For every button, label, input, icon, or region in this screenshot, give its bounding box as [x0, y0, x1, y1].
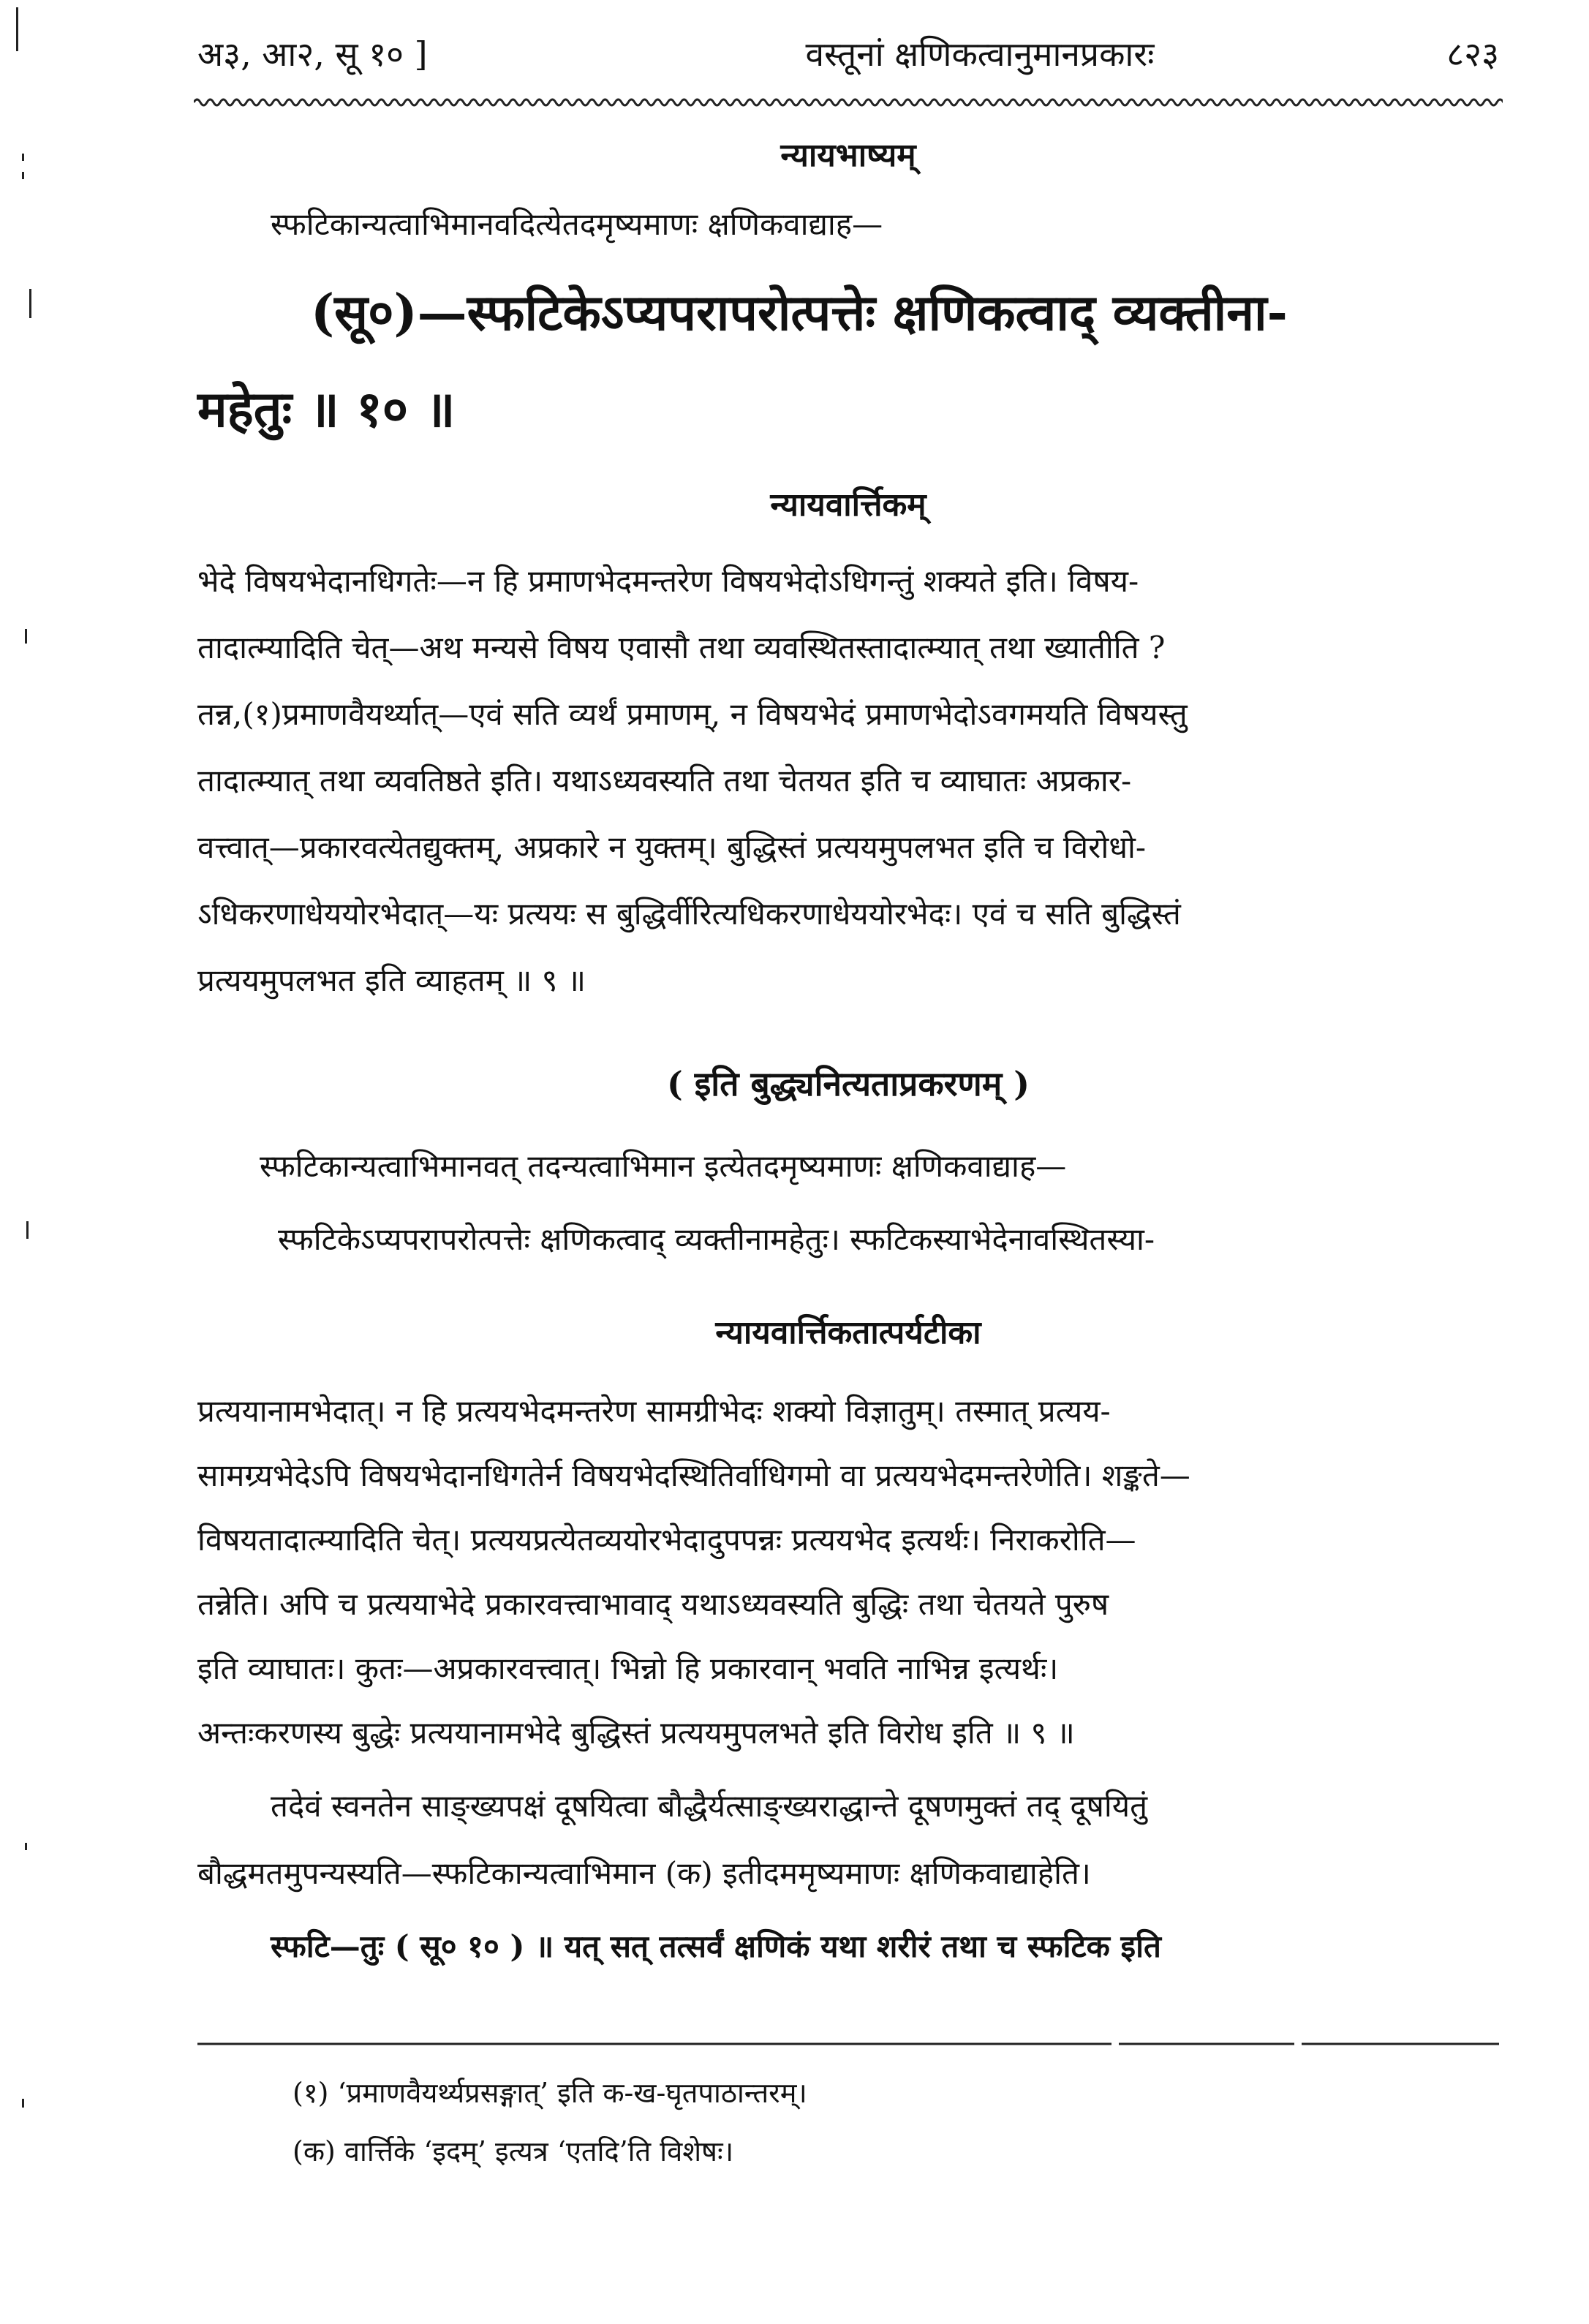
bhashya-heading: न्यायभाष्यम्: [780, 137, 916, 174]
footnote-2: (क) वार्त्तिके ‘इदम्’ इत्यत्र ‘एतदि’ति विशेषः।: [292, 2135, 734, 2168]
vartika-body: [197, 563, 1499, 1029]
tika-heading: न्यायवार्त्तिकतात्पर्यटीका: [715, 1314, 981, 1351]
vartika-line: वत्त्वात्—प्रकारवत्येतद्युक्तम्, अप्रकारे न युक्तम्। बुद्धिस्तं प्रत्ययमुपलभत इति च विरोधो-: [197, 829, 1147, 865]
sutra-line-1: (सू०)—स्फटिकेऽप्यपरापरोत्पत्तेः क्षणिकत्वाद् व्यक्तीना-: [311, 284, 1288, 342]
tika-line: सामग्र्यभेदेऽपि विषयभेदानधिगतेर्न विषयभेदस्थितिर्वाधिगमो वा प्रत्ययभेदमन्तरेणेति। शङ्कते—: [197, 1457, 1190, 1493]
tika-line: तन्नेति। अपि च प्रत्ययाभेदे प्रकारवत्त्वाभावाद् यथाऽध्यवस्यति बुद्धिः तथा चेतयते पुरुष: [197, 1586, 1109, 1622]
tika-line: प्रत्ययानामभेदात्। न हि प्रत्ययभेदमन्तरेण सामग्रीभेदः शक्यो विज्ञातुम्। तस्मात् प्रत्यय-: [197, 1393, 1111, 1429]
bhashya-repeat: [197, 1148, 1499, 1287]
vartika-line: ऽधिकरणाधेययोरभेदात्—यः प्रत्ययः स बुद्धिर्वीरित्यधिकरणाधेययोरभेदः। एवं च सति बुद्धिस्तं: [197, 896, 1181, 932]
header-wavy-rule: [194, 94, 1503, 111]
page-number: ८२३: [1446, 34, 1499, 74]
footnote-1: (१) ‘प्रमाणवैयर्थ्यप्रसङ्गात्’ इति क-ख-घृतपाठान्तरम्।: [292, 2077, 807, 2109]
vartika-line: तादात्म्यात् तथा व्यवतिष्ठते इति। यथाऽध्यवस्यति तथा चेतयत इति च व्याघातः अप्रकार-: [197, 763, 1132, 799]
bhashya-text: स्फटिकान्यत्वाभिमानवदित्येतदमृष्यमाणः क्षणिकवाद्याह—: [271, 206, 883, 242]
vartika-line: प्रत्ययमुपलभत इति व्याहतम् ॥ ९ ॥: [197, 962, 586, 998]
tika-line: विषयतादात्म्यादिति चेत्। प्रत्ययप्रत्येतव्ययोरभेदादुपपन्नः प्रत्ययभेद इत्यर्थः। निराकरोति—: [197, 1522, 1136, 1558]
bhashya-repeat-line: स्फटिकेऽप्यपरापरोत्पत्तेः क्षणिकत्वाद् व्यक्तीनामहेतुः। स्फटिकस्याभेदेनावस्थितस्या-: [278, 1221, 1155, 1257]
sutra-line-2: महेतुः ॥ १० ॥: [197, 380, 456, 439]
tika-line: तदेवं स्वनतेन साङ्ख्यपक्षं दूषयित्वा बौद्धैर्यत्साङ्ख्यराद्धान्ते दूषणमुक्तं तद् दूषयितुं: [271, 1788, 1148, 1824]
running-header: [197, 28, 1499, 79]
tika-line: स्फटि—तुः ( सू० १० ) ॥ यत् सत् तत्सर्वं क्षणिकं यथा शरीरं तथा च स्फटिक इति: [271, 1928, 1161, 1964]
bhashya-repeat-line: स्फटिकान्यत्वाभिमानवत् तदन्यत्वाभिमान इत्येतदमृष्यमाणः क्षणिकवाद्याह—: [260, 1148, 1067, 1184]
tika-line: अन्तःकरणस्य बुद्धेः प्रत्ययानामभेदे बुद्धिस्तं प्रत्ययमुपलभते इति विरोध इति ॥ ९ ॥: [197, 1715, 1075, 1751]
vartika-line: तन्न,(१)प्रमाणवैयर्थ्यात्—एवं सति व्यर्थं प्रमाणम्, न विषयभेदं प्रमाणभेदोऽवगमयति विषयस्तु: [197, 696, 1188, 732]
footnote-rule: [197, 2040, 1499, 2048]
prakarana-title: ( इति बुद्ध्यनित्यताप्रकरणम् ): [666, 1064, 1030, 1103]
vartika-line: भेदे विषयभेदानधिगतेः—न हि प्रमाणभेदमन्तरेण विषयभेदोऽधिगन्तुं शक्यते इति। विषय-: [197, 563, 1139, 599]
tika-line: बौद्धमतमुपन्यस्यति—स्फटिकान्यत्वाभिमान (क) इतीदममृष्यमाणः क्षणिकवाद्याहेति।: [197, 1855, 1091, 1891]
header-title: वस्तूनां क्षणिकत्वानुमानप्रकारः: [805, 34, 1155, 74]
vartika-heading: न्यायवार्त्तिकम्: [770, 486, 926, 524]
header-reference: अ३, आ२, सू १० ]: [197, 34, 428, 74]
tika-line: इति व्याघातः। कुतः—अप्रकारवत्त्वात्। भिन्नो हि प्रकारवान् भवति नाभिन्न इत्यर्थः।: [197, 1650, 1059, 1686]
left-margin-marks: [0, 0, 44, 2324]
vartika-line: तादात्म्यादिति चेत्—अथ मन्यसे विषय एवासौ तथा व्यवस्थितस्तादात्म्यात् तथा ख्यातीति ?: [197, 630, 1166, 665]
tika-body: [197, 1393, 1499, 1993]
